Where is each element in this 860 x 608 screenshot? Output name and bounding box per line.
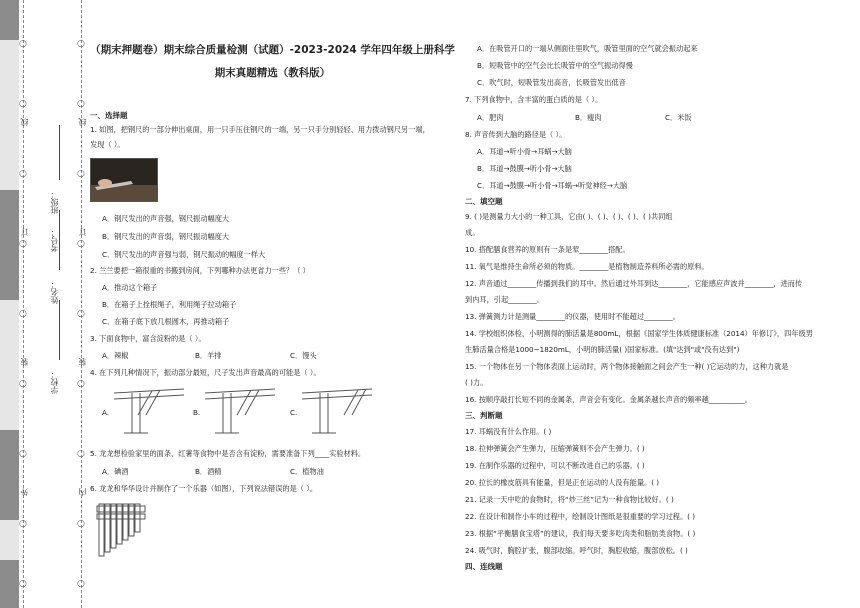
binding-hole-icon: ○	[19, 449, 27, 459]
question-14: 14. 学校组织体检，小明测得的肺活量是800mL，根据《国家学生体质健康标准（2014）年修订》，四年级男	[465, 329, 813, 338]
question-2-option-b[interactable]: B．在箱子上拴根绳子，利用绳子拉动箱子	[102, 300, 237, 309]
question-7-option-b[interactable]: B．瘦肉	[575, 113, 602, 122]
ruler-experiment-photo	[90, 158, 158, 202]
binding-hole-icon: ○	[19, 579, 27, 589]
question-7-option-a[interactable]: A．肥肉	[477, 113, 504, 122]
inner-dashed-line	[81, 0, 82, 608]
question-24[interactable]: 24. 吸气时，胸腔扩张，腹部收缩。呼气时，胸腔收缩，腹部放松。( )	[465, 546, 688, 555]
question-1-cont: 发现（ ）。	[90, 140, 125, 149]
binding-hole-icon: ○	[77, 309, 85, 319]
question-2: 2. 兰兰要把一箱很重的书搬到房间，下列哪种办法更省力一些？（ ）	[90, 266, 310, 275]
question-8-option-a[interactable]: A．耳道→听小骨→耳蜗→大脑	[477, 147, 572, 156]
binding-hole-icon: ○	[77, 99, 85, 109]
question-21[interactable]: 21. 记录一天中吃的食物时，将“炒三丝”记为一种食物比较好。( )	[465, 495, 674, 504]
question-6-option-a[interactable]: A．在吸管开口的一端从侧面往里吹气，吸管里面的空气就会振动起来	[477, 44, 698, 53]
question-3-option-b[interactable]: B．羊排	[195, 351, 222, 360]
question-15[interactable]: 15. 一个物体在另一个物体表面上运动时，两个物体接触面之间会产生一种( )它运动的力，这种力就是	[465, 362, 789, 371]
school-field[interactable]	[59, 300, 60, 360]
question-11[interactable]: 11. 氧气是维持生命所必须的物质。________是植物制造养料所必需的原料。	[465, 262, 709, 271]
question-10[interactable]: 10. 搭配膳食营养的原则有一条是荤________搭配。	[465, 245, 630, 254]
question-8: 8. 声音传到大脑的路径是（ ）。	[465, 130, 567, 139]
question-2-option-c[interactable]: C．在箱子底下放几根圆木，再推动箱子	[102, 317, 230, 326]
binding-hole-icon: ○	[19, 239, 27, 249]
binding-hole-icon: ○	[19, 309, 27, 319]
question-22[interactable]: 22. 在设计和制作小车的过程中，绘制设计图纸是很重要的学习过程。( )	[465, 512, 696, 521]
exam-no-field-label: 考号：	[50, 228, 59, 252]
inner-side-label: 内	[78, 488, 87, 496]
exam-title-line1: （期末押题卷）期末综合质量检测（试题）-2023-2024 学年四年级上册科学	[90, 44, 455, 56]
question-8-option-b[interactable]: B．耳道→鼓膜→听小骨→大脑	[477, 164, 572, 173]
question-1-option-b[interactable]: B．钢尺发出的声音弱，钢尺振动幅度大	[102, 232, 230, 241]
outer-bind-label: 装	[20, 358, 29, 366]
binding-hole-icon: ○	[19, 519, 27, 529]
binding-hole-icon: ○	[19, 99, 27, 109]
binding-gutter	[0, 0, 19, 608]
binding-hole-icon: ○	[77, 169, 85, 179]
binding-hole-icon: ○	[77, 449, 85, 459]
question-9-cont: 成。	[465, 228, 480, 237]
question-12-cont[interactable]: 到内耳，引起________。	[465, 295, 545, 304]
question-6-option-c[interactable]: C．吹气时，短吸管发出高音，长吸管发出低音	[477, 78, 626, 87]
outer-line-label: 线	[20, 118, 29, 126]
question-19[interactable]: 19. 在制作乐器的过程中，可以不断改进自己的乐器。( )	[465, 461, 645, 470]
class-field[interactable]	[59, 125, 60, 180]
section-fill-heading: 二、填空题	[465, 197, 503, 206]
question-7-option-c[interactable]: C．米饭	[665, 113, 692, 122]
inner-bind-label: 装	[78, 358, 87, 366]
question-3-option-a[interactable]: A．辣椒	[102, 351, 129, 360]
straw-pipe-instrument-figure	[95, 500, 147, 560]
ruler-figure-b	[203, 385, 278, 440]
question-4-option-a[interactable]: A.	[102, 408, 110, 417]
binding-hole-icon: ○	[77, 579, 85, 589]
question-13[interactable]: 13. 弹簧测力计是测量________的仪器，使用时不能超过________。	[465, 312, 680, 321]
question-17[interactable]: 17. 耳蜗没有什么作用。( )	[465, 427, 552, 436]
binding-hole-icon: ○	[19, 39, 27, 49]
question-18[interactable]: 18. 拉伸弹簧会产生弹力，压缩弹簧则不会产生弹力。( )	[465, 444, 645, 453]
question-6-option-b[interactable]: B．短吸管中的空气会比长吸管中的空气振动得慢	[477, 61, 633, 70]
binding-hole-icon: ○	[19, 379, 27, 389]
class-field-label: 班级：	[50, 190, 59, 214]
question-1-option-a[interactable]: A．钢尺发出的声音强，钢尺振动幅度大	[102, 214, 230, 223]
name-field-label: 姓名：	[50, 280, 59, 304]
question-4: 4. 在下列几种情况下，振动部分最短，尺子发出声音最高的可能是（ ）。	[90, 368, 321, 377]
binding-hole-icon: ○	[77, 39, 85, 49]
section-choice-heading: 一、选择题	[90, 111, 128, 120]
binding-area	[19, 0, 87, 608]
question-14-cont[interactable]: 生肺活量合格是1000~1820mL，小明的肺活量( )国家标准。(填"达到"或"没有达到")	[465, 345, 740, 354]
question-23[interactable]: 23. 根据“平衡膳食宝塔”的建议，我们每天要多吃肉类和脂肪类食物。( )	[465, 529, 696, 538]
question-5-option-b[interactable]: B．酒精	[195, 467, 222, 476]
question-16[interactable]: 16. 按顺序敲打长短不同的金属条，声音会有变化。金属条越长声音的频率越__________。	[465, 395, 752, 404]
school-field-label: 学校：	[50, 370, 59, 394]
question-3-option-c[interactable]: C．馒头	[290, 351, 317, 360]
question-20[interactable]: 20. 拉长的橡皮筋具有能量，但是正在运动的人没有能量。( )	[465, 478, 660, 487]
binding-hole-icon: ○	[77, 239, 85, 249]
question-7: 7. 下列食物中，含丰富的蛋白质的是（ ）。	[465, 95, 603, 104]
exam-title-line2: 期末真题精选（教科版）	[214, 67, 331, 79]
binding-hole-icon: ○	[19, 169, 27, 179]
question-3: 3. 下面食物中，富含淀粉的是（ ）。	[90, 334, 206, 343]
question-5-option-c[interactable]: C．植物油	[290, 467, 324, 476]
question-5: 5. 龙龙想检验家里的面条、红薯等食物中是否含有淀粉，需要准备下列____实验材料。	[90, 449, 366, 458]
outer-dashed-line	[23, 0, 24, 608]
question-15-cont[interactable]: ( )力。	[465, 378, 488, 387]
question-8-option-c[interactable]: C．耳道→鼓膜→听小骨→耳蜗→听觉神经→大脑	[477, 181, 628, 190]
question-1-option-c[interactable]: C．钢尺发出的声音强与弱，钢尺振动的幅度一样大	[102, 250, 266, 259]
question-1: 1. 如图，把钢尺的一部分伸出桌面，用一只手压住钢尺的一端，另一只手分别轻轻、用力拨动钢尺另一端，	[90, 125, 430, 134]
binding-hole-icon: ○	[77, 519, 85, 529]
question-12[interactable]: 12. 声音通过________传播到我们的耳中。然后通过外耳到达________，它能感应声波并________，进而传	[465, 279, 803, 288]
question-6: 6. 龙龙和华华设计并制作了一个乐器（如图），下列说法错误的是（ ）。	[90, 484, 318, 493]
question-4-option-b[interactable]: B.	[193, 408, 201, 417]
binding-hole-icon: ○	[77, 379, 85, 389]
question-4-option-c[interactable]: C.	[290, 408, 298, 417]
outer-side-label: 外	[20, 488, 29, 496]
section-match-heading: 四、连线题	[465, 562, 503, 571]
outer-order-label: 订	[20, 228, 29, 236]
ruler-figure-c	[300, 385, 375, 440]
question-5-option-a[interactable]: A．碘酒	[102, 467, 129, 476]
question-2-option-a[interactable]: A．推动这个箱子	[102, 283, 158, 292]
section-judge-heading: 三、判断题	[465, 411, 503, 420]
inner-line-label: 线	[78, 118, 87, 126]
ruler-figure-a	[112, 385, 187, 440]
inner-order-label: 订	[78, 228, 87, 236]
question-9[interactable]: 9. ( )是测量力大小的一种工具，它由( )、( )、( )、( )、( )共同组	[465, 212, 673, 221]
